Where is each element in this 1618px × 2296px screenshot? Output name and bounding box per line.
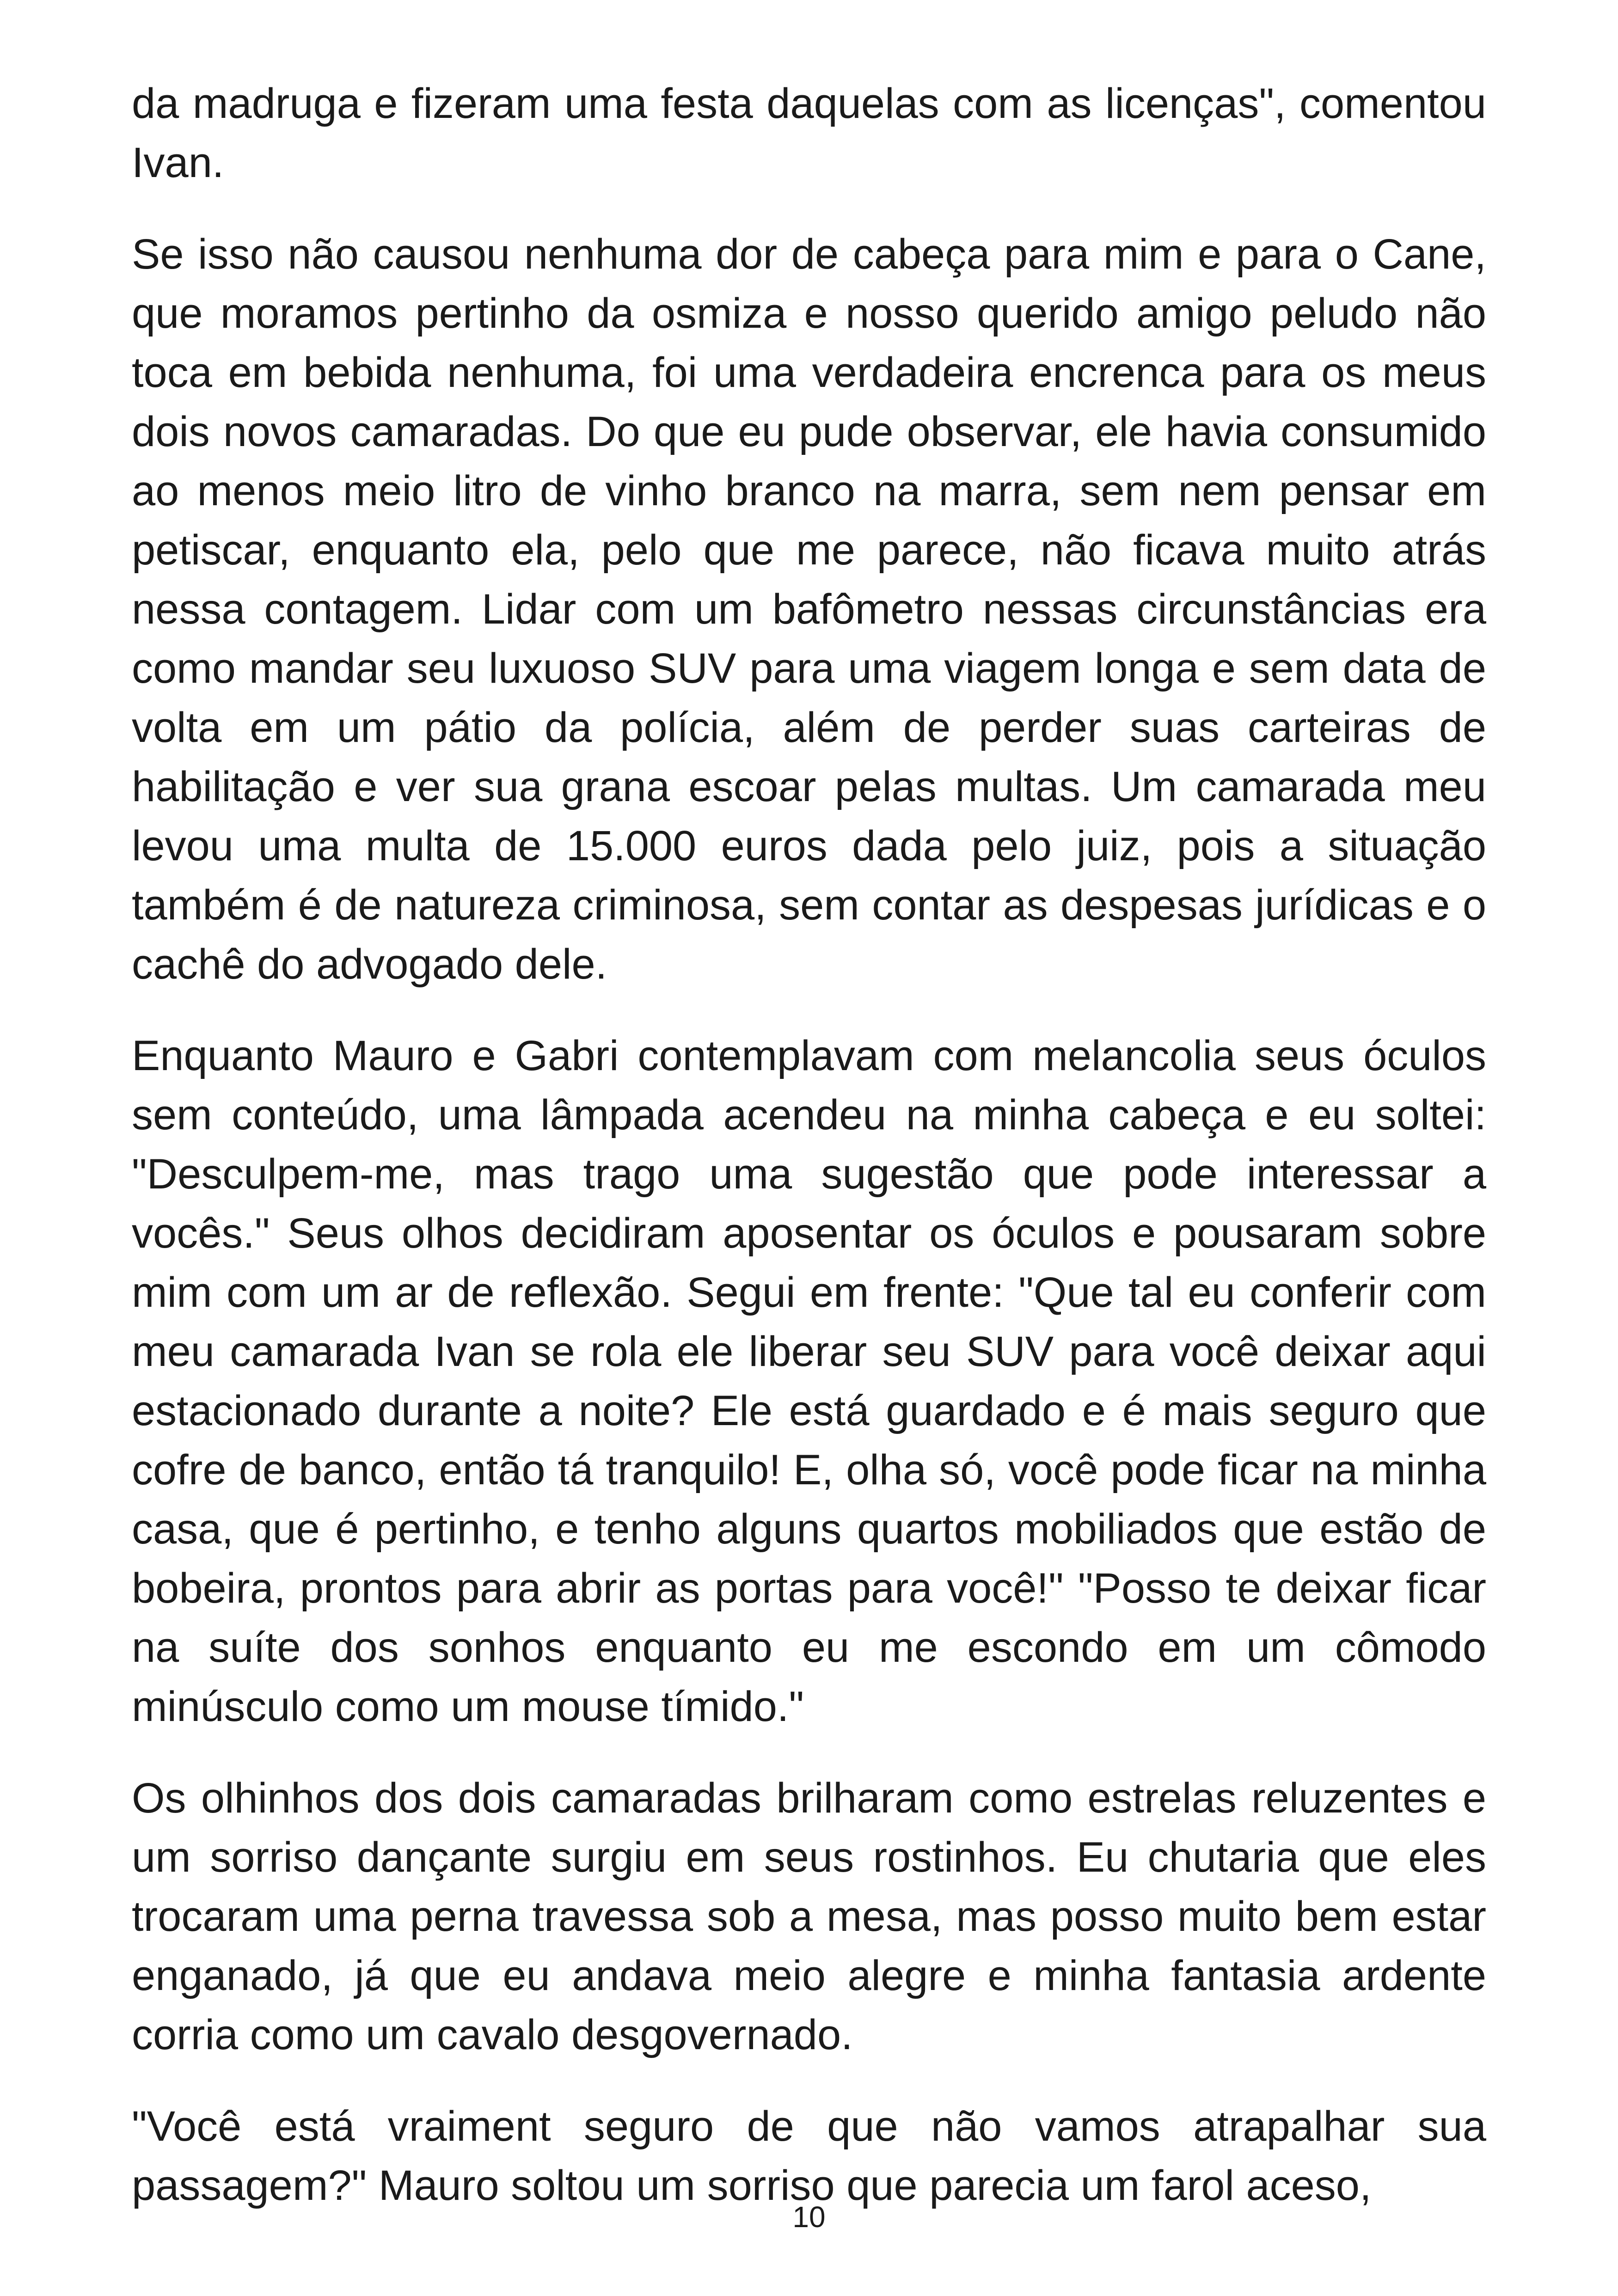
paragraph-1: da madruga e fizeram uma festa daquelas com as licenças", comentou Ivan.	[132, 80, 1486, 186]
paragraph-5: "Você está vraiment seguro de que não vamos atrapalhar sua passagem?" Mauro soltou um sorriso que parecia um farol aceso,	[132, 2103, 1486, 2209]
paragraph-2: Se isso não causou nenhuma dor de cabeça para mim e para o Cane, que moramos pertinho da osmiza e nosso querido amigo peludo não toca em bebida nenhuma, foi uma verdadeira encrenca para os meus dois novos camaradas. Do que eu pude observar, ele havia consumido ao menos meio litro de vinho branco na marra, sem nem pensar em petiscar, enquanto ela, pelo que me parece, não ficava muito atrás nessa contagem. Lidar com um bafômetro nessas circunstâncias era como mandar seu luxuoso SUV para uma viagem longa e sem data de volta em um pátio da polícia, além de perder suas carteiras de habilitação e ver sua grana escoar pelas multas. Um camarada meu levou uma multa de 15.000 euros dada pelo juiz, pois a situação também é de natureza criminosa, sem contar as despesas jurídicas e o cachê do advogado dele.	[132, 231, 1486, 988]
text-body	[132, 74, 1486, 2215]
paragraph-4: Os olhinhos dos dois camaradas brilharam como estrelas reluzentes e um sorriso dançante surgiu em seus rostinhos. Eu chutaria que eles trocaram uma perna travessa sob a mesa, mas posso muito bem estar enganado, já que eu andava meio alegre e minha fantasia ardente corria como um cavalo desgovernado.	[132, 1775, 1486, 2058]
page-number: 10	[792, 2200, 826, 2234]
paragraph-3: Enquanto Mauro e Gabri contemplavam com melancolia seus óculos sem conteúdo, uma lâmpada acendeu na minha cabeça e eu soltei: "Desculpem-me, mas trago uma sugestão que pode interessar a vocês." Seus olhos decidiram aposentar os óculos e pousaram sobre mim com um ar de reflexão. Segui em frente: "Que tal eu conferir com meu camarada Ivan se rola ele liberar seu SUV para você deixar aqui estacionado durante a noite? Ele está guardado e é mais seguro que cofre de banco, então tá tranquilo! E, olha só, você pode ficar na minha casa, que é pertinho, e tenho alguns quartos mobiliados que estão de bobeira, prontos para abrir as portas para você!" "Posso te deixar ficar na suíte dos sonhos enquanto eu me escondo em um cômodo minúsculo como um mouse tímido."	[132, 1032, 1486, 1730]
